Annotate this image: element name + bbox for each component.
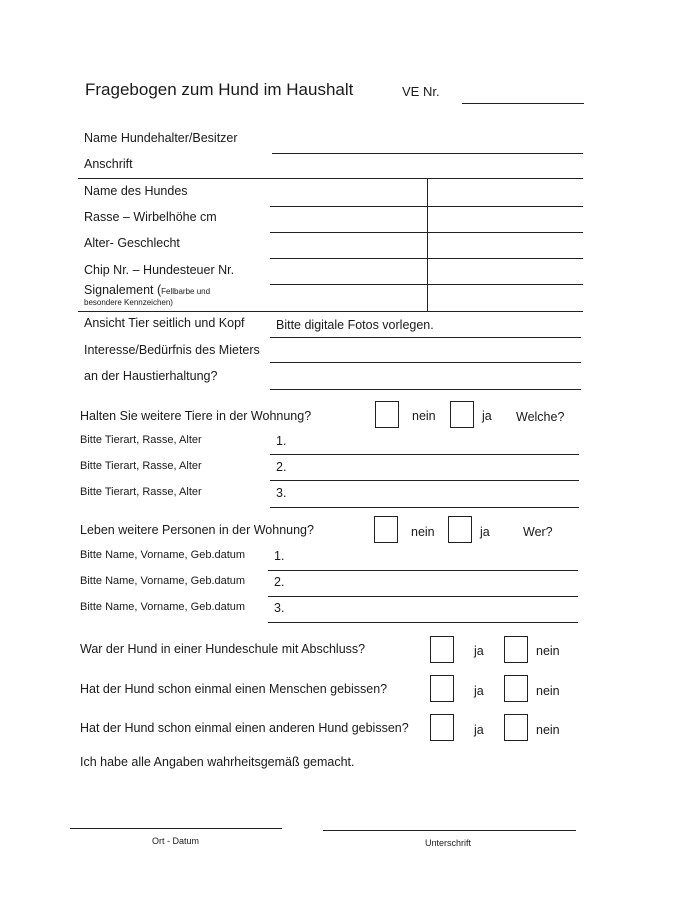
animals-no-checkbox[interactable]	[375, 401, 399, 428]
animal-row-2-num: 2.	[276, 460, 287, 474]
question-bit-dog: Hat der Hund schon einmal einen anderen Hund gebissen?	[80, 721, 409, 735]
bit-human-yes-checkbox[interactable]	[430, 675, 454, 702]
ve-number-line[interactable]	[462, 103, 584, 104]
person-row-2-line[interactable]	[268, 596, 578, 597]
dog-breed-line[interactable]	[270, 232, 583, 233]
place-date-label: Ort - Datum	[152, 836, 200, 846]
signature-line[interactable]	[323, 830, 576, 831]
owner-name-label: Name Hundehalter/Besitzer	[84, 131, 238, 145]
animals-no-label: nein	[412, 409, 436, 423]
photos-line[interactable]	[270, 337, 581, 338]
signalement-small-1: Fellbarbe und	[161, 287, 211, 296]
dog-age-label: Alter- Geschlecht	[84, 236, 180, 250]
dog-name-line[interactable]	[270, 206, 583, 207]
person-row-3-line[interactable]	[268, 622, 578, 623]
animal-row-3-label: Bitte Tierart, Rasse, Alter	[80, 486, 202, 498]
dog-block-bottom-line	[78, 311, 583, 312]
dog-school-no-label: nein	[536, 644, 560, 658]
owner-address-label: Anschrift	[84, 157, 133, 171]
bit-dog-no-label: nein	[536, 723, 560, 737]
persons-no-label: nein	[411, 525, 435, 539]
animals-yes-label: ja	[482, 409, 492, 423]
dog-breed-label: Rasse – Wirbelhöhe cm	[84, 210, 217, 224]
declaration-text: Ich habe alle Angaben wahrheitsgemäß gemacht.	[80, 755, 355, 769]
animal-row-1-num: 1.	[276, 434, 287, 448]
dog-name-label: Name des Hundes	[84, 184, 188, 198]
dog-school-no-checkbox[interactable]	[504, 636, 528, 663]
animal-row-2-line[interactable]	[270, 480, 579, 481]
animals-yes-checkbox[interactable]	[450, 401, 474, 428]
interest-line-2[interactable]	[270, 389, 581, 390]
dog-school-yes-label: ja	[474, 644, 484, 658]
bit-human-no-checkbox[interactable]	[504, 675, 528, 702]
dog-signalement-label	[84, 283, 210, 297]
place-date-line[interactable]	[70, 828, 282, 829]
animal-row-3-num: 3.	[276, 486, 287, 500]
dog-chip-line[interactable]	[270, 284, 583, 285]
bit-dog-no-checkbox[interactable]	[504, 714, 528, 741]
interest-line-1[interactable]	[270, 362, 581, 363]
bit-dog-yes-label: ja	[474, 723, 484, 737]
question-bit-human: Hat der Hund schon einmal einen Menschen gebissen?	[80, 682, 388, 696]
animals-question: Halten Sie weitere Tiere in der Wohnung?	[80, 409, 312, 423]
persons-yes-checkbox[interactable]	[448, 516, 472, 543]
bit-human-no-label: nein	[536, 684, 560, 698]
animal-row-2-label: Bitte Tierart, Rasse, Alter	[80, 460, 202, 472]
page-title: Fragebogen zum Hund im Haushalt	[85, 80, 354, 99]
interest-label-2: an der Haustierhaltung?	[84, 369, 218, 383]
dog-chip-label: Chip Nr. – Hundesteuer Nr.	[84, 263, 235, 277]
question-dog-school: War der Hund in einer Hundeschule mit Abschluss?	[80, 642, 366, 656]
photos-note: Bitte digitale Fotos vorlegen.	[276, 318, 434, 332]
person-row-3-label: Bitte Name, Vorname, Geb.datum	[80, 601, 246, 613]
signalement-small-2: besondere Kennzeichen)	[84, 298, 173, 307]
persons-yes-label: ja	[480, 525, 490, 539]
dog-school-yes-checkbox[interactable]	[430, 636, 454, 663]
person-row-2-label: Bitte Name, Vorname, Geb.datum	[80, 575, 246, 587]
signature-label: Unterschrift	[425, 838, 472, 848]
side-view-label: Ansicht Tier seitlich und Kopf	[84, 316, 245, 330]
person-row-1-label: Bitte Name, Vorname, Geb.datum	[80, 549, 246, 561]
person-row-1-line[interactable]	[268, 570, 578, 571]
persons-who-label: Wer?	[523, 525, 553, 539]
bit-human-yes-label: ja	[474, 684, 484, 698]
person-row-2-num: 2.	[274, 575, 285, 589]
signalement-main: Signalement (	[84, 283, 162, 297]
person-row-3-num: 3.	[274, 601, 285, 615]
animals-which-label: Welche?	[516, 410, 565, 424]
dog-block-divider	[427, 178, 428, 311]
person-row-1-num: 1.	[274, 549, 285, 563]
ve-label: VE Nr.	[402, 84, 440, 99]
animal-row-3-line[interactable]	[270, 507, 579, 508]
animal-row-1-line[interactable]	[270, 454, 579, 455]
dog-age-line[interactable]	[270, 258, 583, 259]
interest-label-1: Interesse/Bedürfnis des Mieters	[84, 343, 260, 357]
bit-dog-yes-checkbox[interactable]	[430, 714, 454, 741]
persons-no-checkbox[interactable]	[374, 516, 398, 543]
dog-block-top-line	[78, 178, 583, 179]
animal-row-1-label: Bitte Tierart, Rasse, Alter	[80, 434, 202, 446]
persons-question: Leben weitere Personen in der Wohnung?	[80, 523, 314, 537]
owner-name-line[interactable]	[272, 153, 583, 154]
